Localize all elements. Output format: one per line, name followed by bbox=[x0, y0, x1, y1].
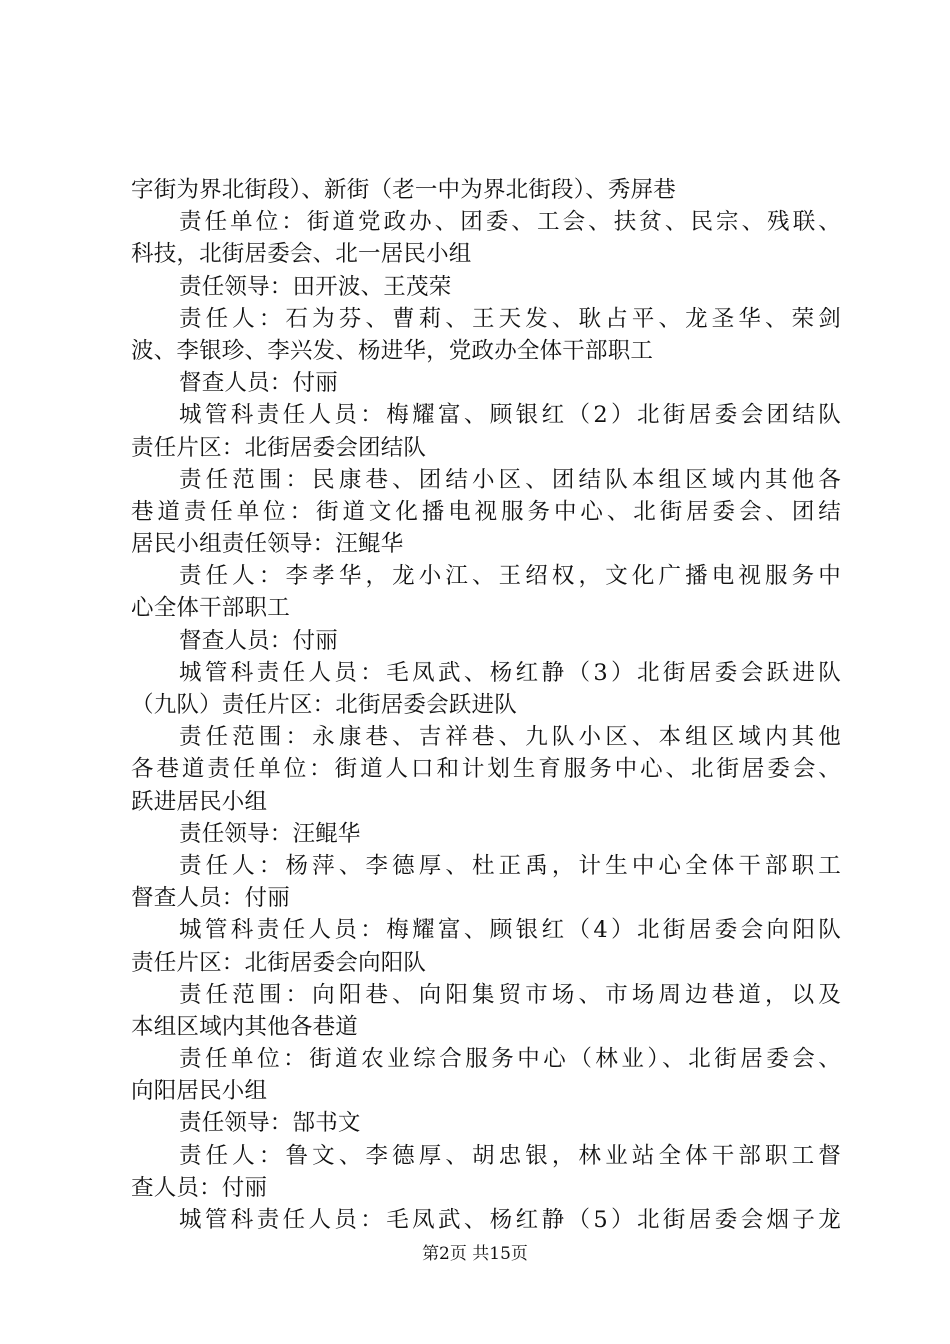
text-line: （九队）责任片区：北街居委会跃进队 bbox=[131, 692, 517, 718]
text-line: 责任单位：街道农业综合服务中心（林业）、北街居委会、 bbox=[179, 1046, 841, 1073]
text-line: 督查人员：付丽 bbox=[179, 627, 338, 654]
document-body bbox=[131, 174, 841, 1236]
text-line: 查人员：付丽 bbox=[131, 1174, 268, 1201]
text-line: 责任领导：郜书文 bbox=[179, 1110, 361, 1137]
text-line: 向阳居民小组 bbox=[131, 1078, 268, 1105]
text-line: 波、李银珍、李兴发、杨进华，党政办全体干部职工 bbox=[131, 337, 654, 364]
text-line: 责任人：李孝华，龙小江、王绍权，文化广播电视服务中 bbox=[179, 563, 841, 590]
text-line: 各巷道责任单位：街道人口和计划生育服务中心、北街居委会、 bbox=[131, 756, 841, 783]
text-line: 责任片区：北街居委会团结队 bbox=[131, 434, 427, 461]
text-line: 城管科责任人员：梅耀富、顾银红（2）北街居委会团结队 bbox=[179, 402, 841, 429]
text-line: 城管科责任人员：毛凤武、杨红静（5）北街居委会烟子龙 bbox=[179, 1207, 841, 1233]
text-line: 责任领导：汪鲲华 bbox=[179, 820, 361, 847]
text-line: 责任人：石为芬、曹莉、王天发、耿占平、龙圣华、荣剑 bbox=[179, 305, 841, 332]
text-line: 责任人：鲁文、李德厚、胡忠银，林业站全体干部职工督 bbox=[179, 1142, 841, 1169]
text-line: 居民小组责任领导：汪鲲华 bbox=[131, 531, 404, 558]
text-line: 科技，北街居委会、北一居民小组 bbox=[131, 241, 472, 268]
page-number-footer: 第2页 共15页 bbox=[422, 1244, 528, 1264]
text-line: 跃进居民小组 bbox=[131, 788, 268, 815]
text-line: 责任范围：向阳巷、向阳集贸市场、市场周边巷道，以及 bbox=[179, 981, 841, 1008]
text-line: 字街为界北街段）、新街（老一中为界北街段）、秀屏巷 bbox=[131, 177, 677, 203]
text-line: 督查人员：付丽 bbox=[179, 370, 338, 397]
text-line: 责任单位：街道党政办、团委、工会、扶贫、民宗、残联、 bbox=[179, 209, 841, 236]
text-line: 责任范围：民康巷、团结小区、团结队本组区域内其他各 bbox=[179, 466, 841, 493]
text-line: 责任领导：田开波、王茂荣 bbox=[179, 273, 452, 300]
text-line: 城管科责任人员：毛凤武、杨红静（3）北街居委会跃进队 bbox=[179, 659, 841, 686]
text-line: 责任范围：永康巷、吉祥巷、九队小区、本组区域内其他 bbox=[179, 724, 841, 751]
text-line: 本组区域内其他各巷道 bbox=[131, 1013, 359, 1040]
text-line: 心全体干部职工 bbox=[131, 595, 290, 622]
text-line: 责任人：杨萍、李德厚、杜正禹，计生中心全体干部职工 bbox=[179, 852, 841, 879]
text-line: 城管科责任人员：梅耀富、顾银红（4）北街居委会向阳队 bbox=[179, 917, 841, 944]
text-line: 督查人员：付丽 bbox=[131, 885, 290, 912]
text-line: 责任片区：北街居委会向阳队 bbox=[131, 949, 427, 976]
text-line: 巷道责任单位：街道文化播电视服务中心、北街居委会、团结 bbox=[131, 498, 841, 525]
